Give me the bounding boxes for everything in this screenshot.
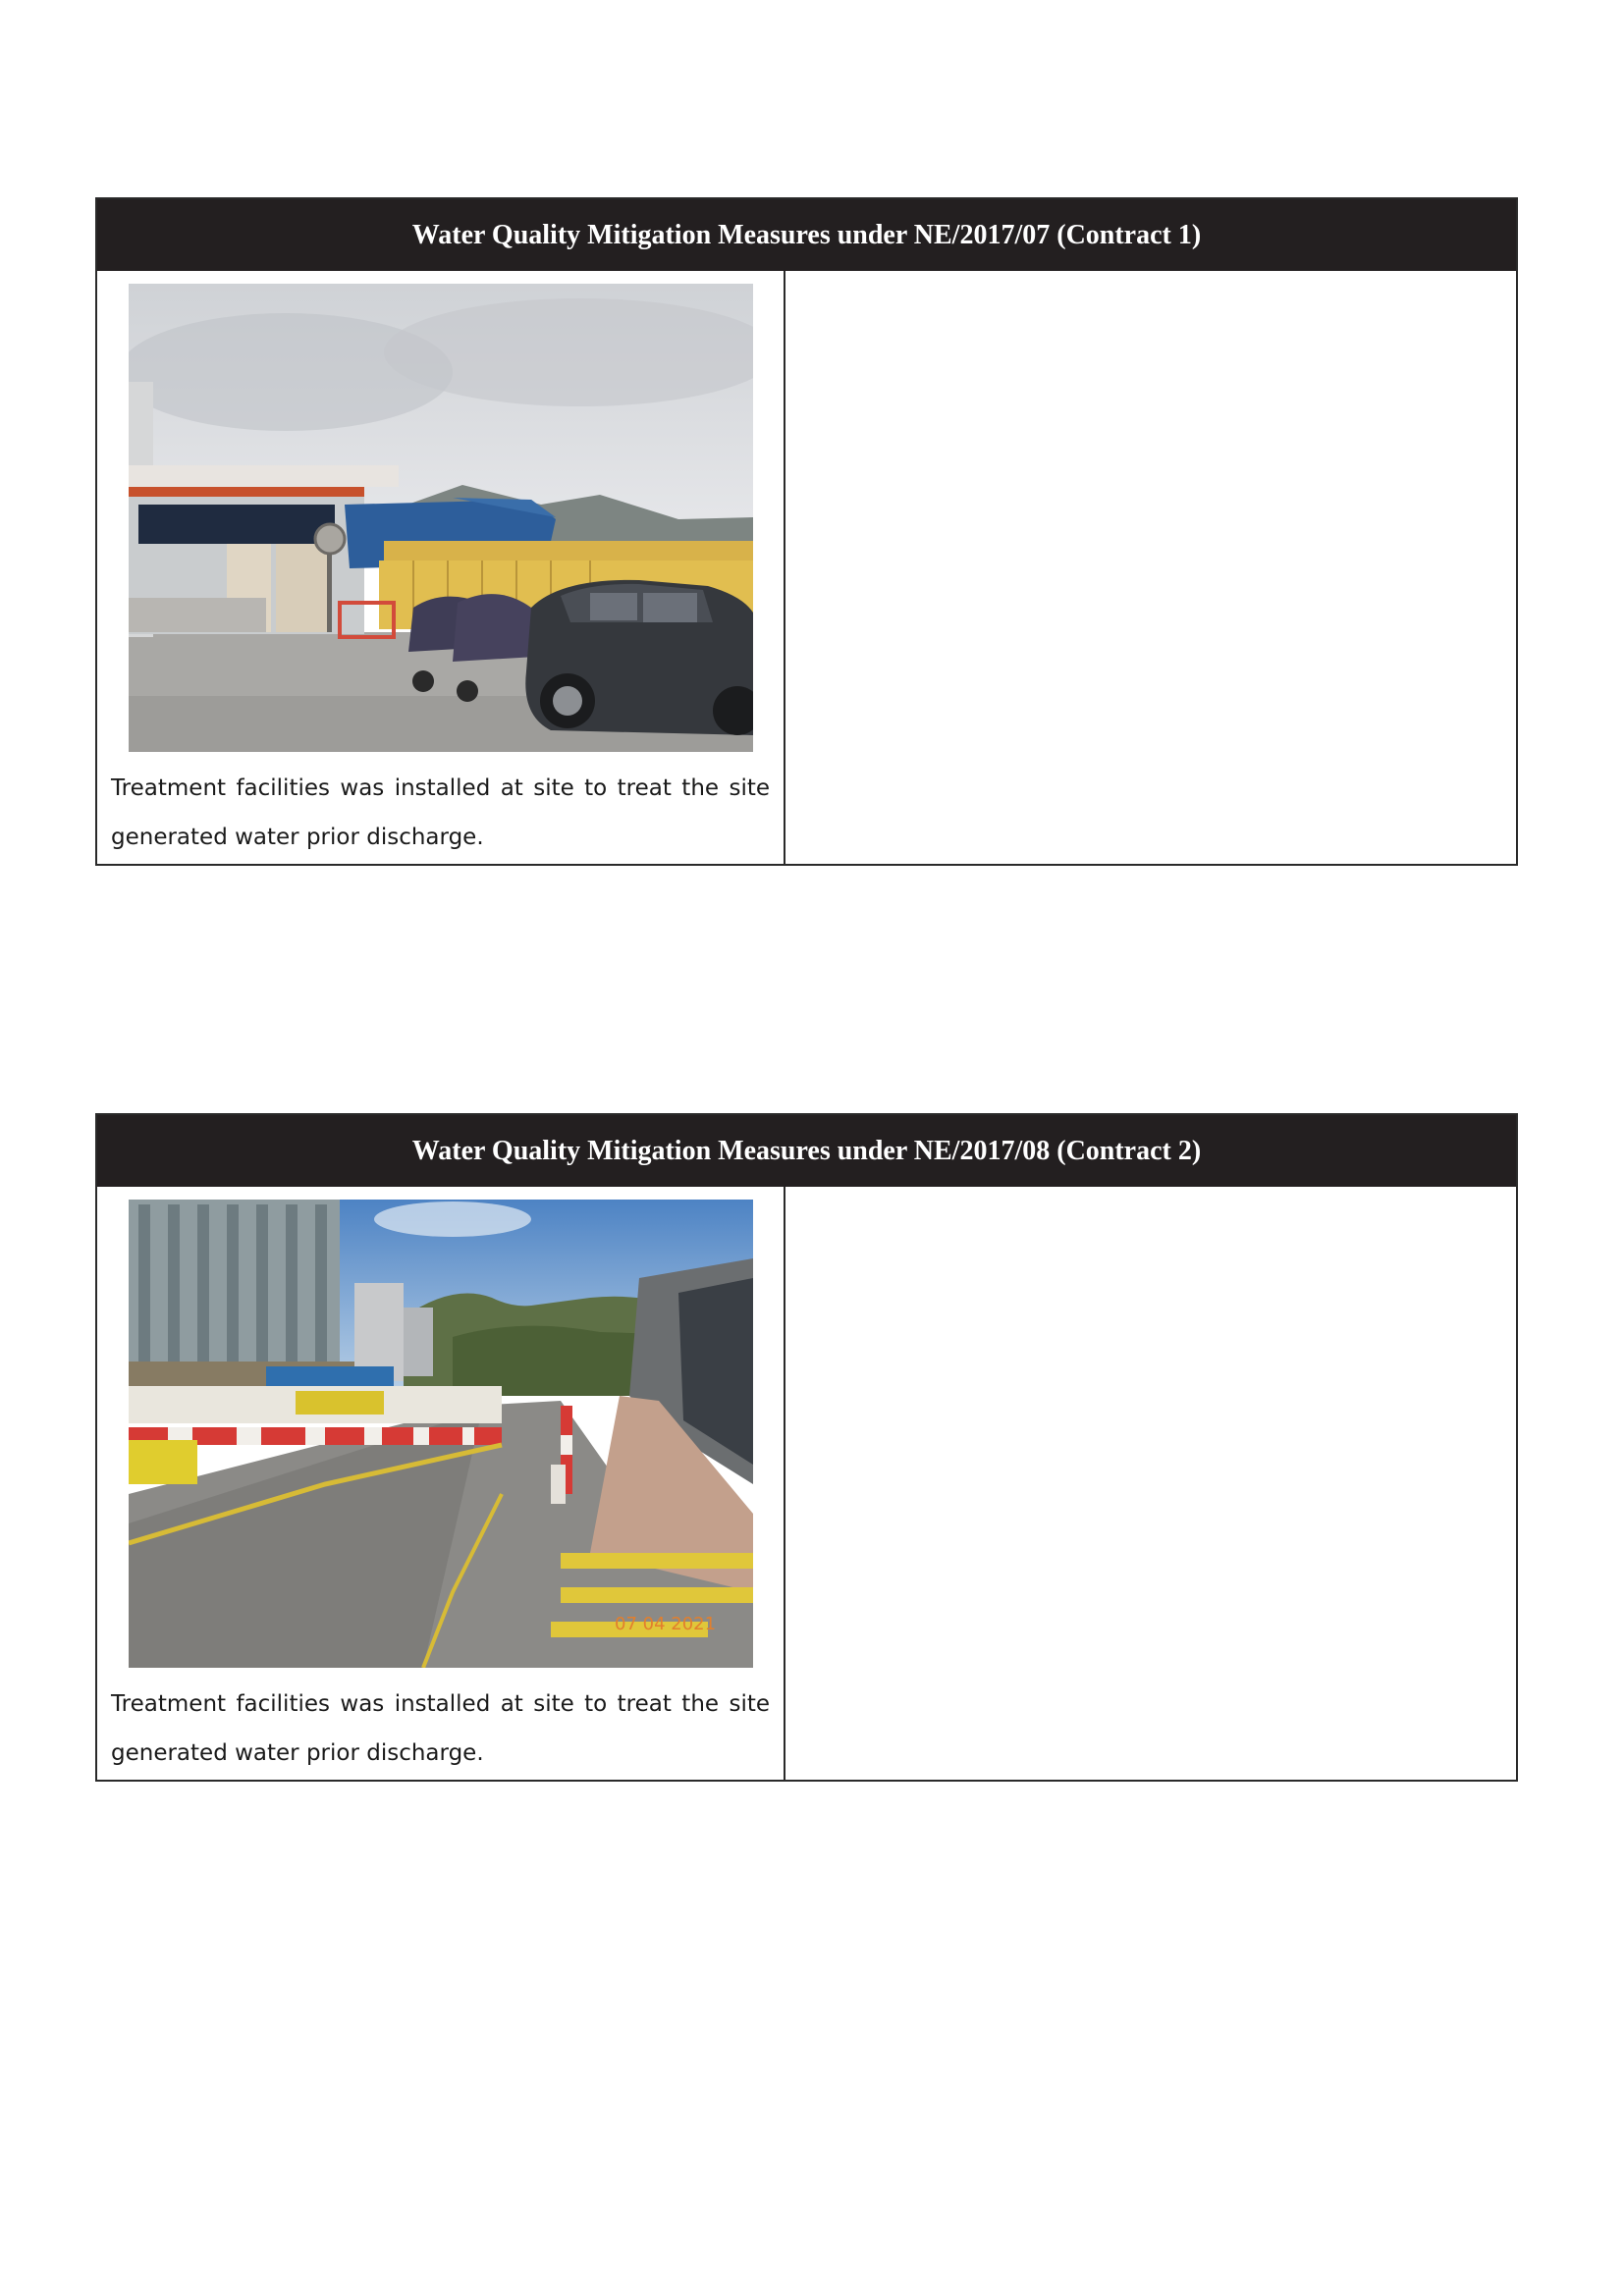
section-title: Water Quality Mitigation Measures under NE/2017/07 (Contract 1) [97,199,1516,271]
photo-date-stamp: 07 04 2021 [615,1614,717,1634]
empty-cell [785,1187,1516,1780]
road-works-photo-icon [129,1200,753,1668]
empty-cell [785,271,1516,864]
section-table-row [97,1187,1516,1780]
mitigation-section-contract-1 [95,197,1518,866]
site-photo [129,1200,753,1668]
photo-caption: Treatment facilities was installed at site to treat the site generated water prior discharge. [111,1691,770,1766]
section-title: Water Quality Mitigation Measures under NE/2017/08 (Contract 2) [97,1115,1516,1187]
photo-cell [97,1187,785,1780]
treatment-facility-photo-icon [129,284,753,752]
section-table-row [97,271,1516,864]
mitigation-section-contract-2 [95,1113,1518,1782]
site-photo [129,284,753,752]
photo-cell [97,271,785,864]
photo-caption: Treatment facilities was installed at site to treat the site generated water prior discharge. [111,775,770,850]
